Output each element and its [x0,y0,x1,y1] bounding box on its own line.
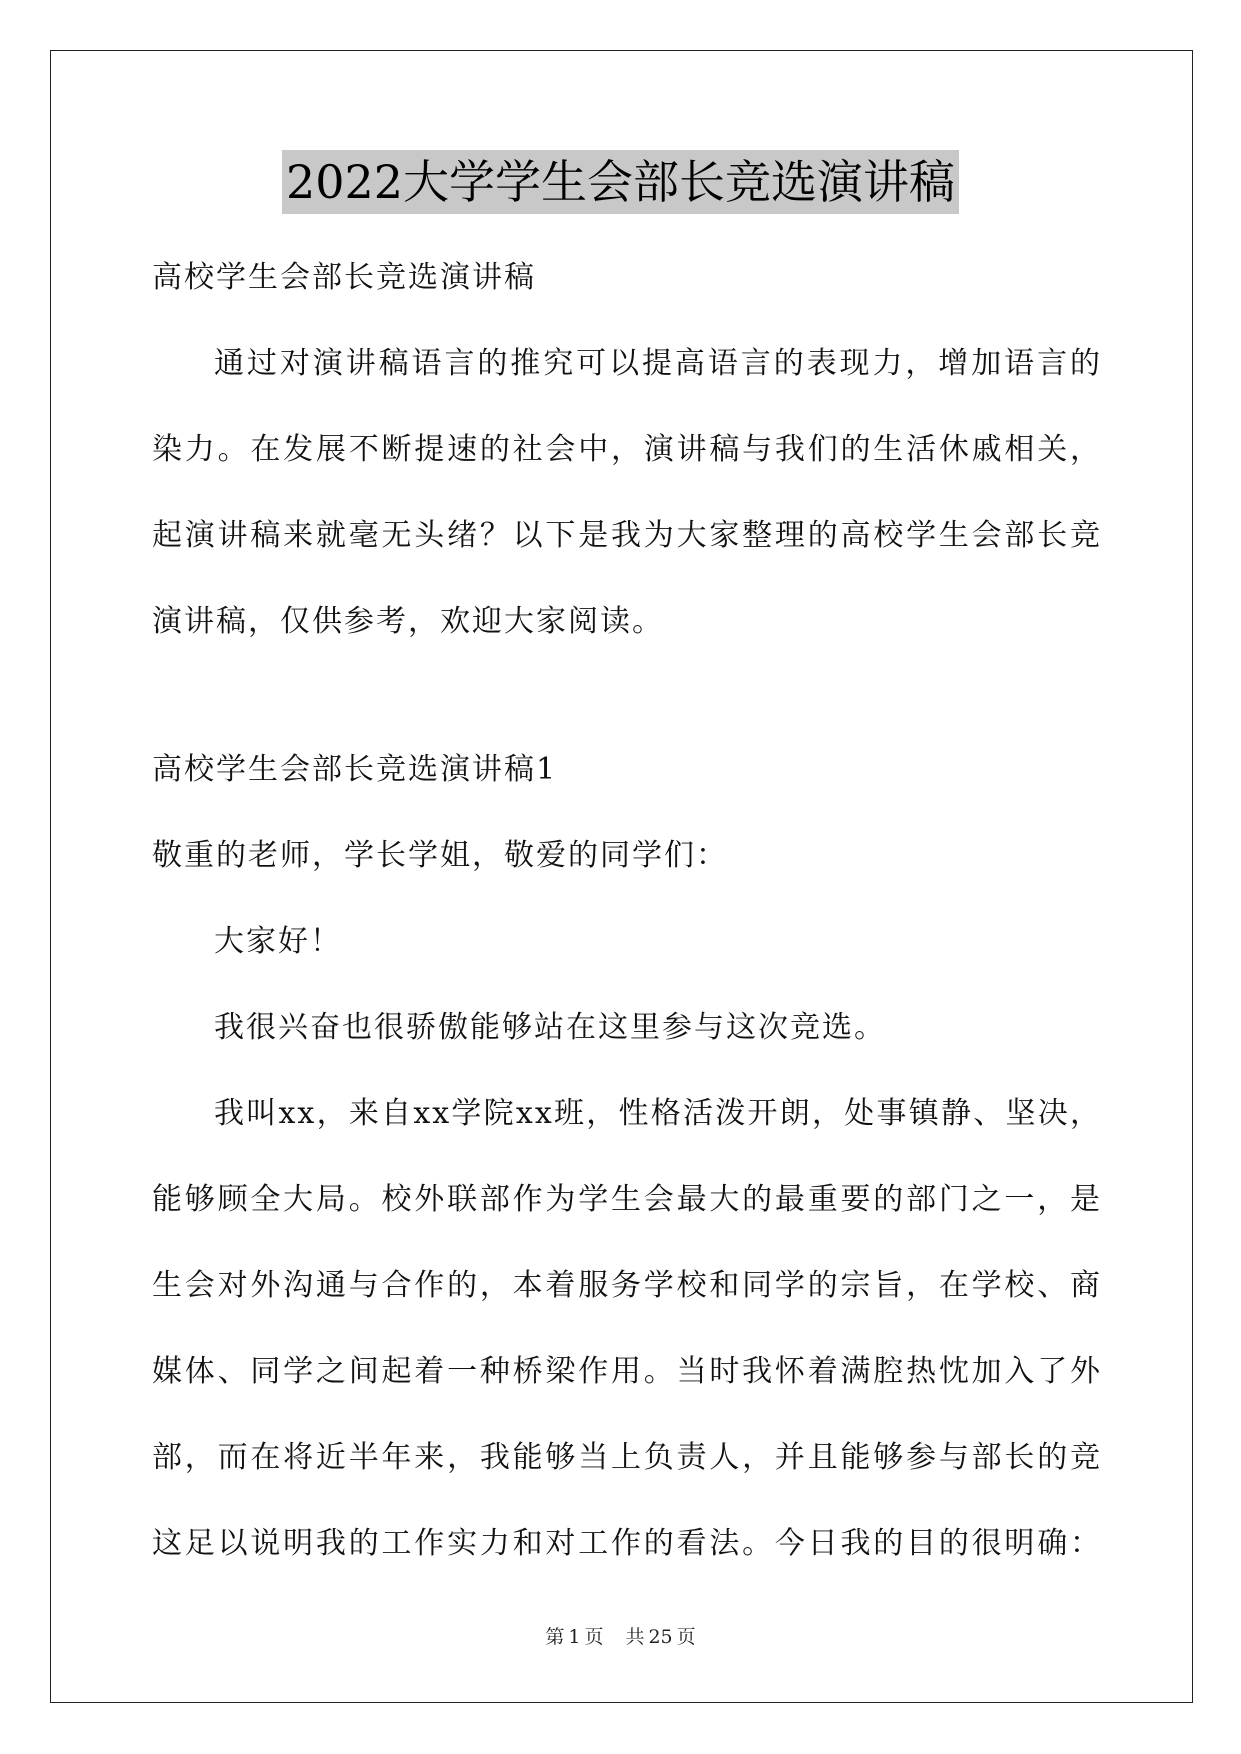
page-label-prefix: 第 [545,1626,565,1648]
total-label-suffix: 页 [676,1626,696,1648]
text-line: 敬重的老师，学长学姐，敬爱的同学们： [152,838,728,873]
text-line: 部，而在将近半年来，我能够当上负责人，并且能够参与部长的竞 [152,1440,1102,1475]
total-pages: 25 [648,1626,673,1648]
text-line: 能够顾全大局。校外联部作为学生会最大的最重要的部门之一，是 [152,1182,1102,1217]
text-line: 高校学生会部长竞选演讲稿1 [152,752,558,787]
page-footer [0,1622,1241,1649]
document-body [152,235,1102,1587]
paragraph-gap [152,665,1102,727]
title-container [0,150,1241,214]
page-label-suffix: 页 [584,1626,604,1648]
text-line: 起演讲稿来就毫无头绪？以下是我为大家整理的高校学生会部长竞 [152,518,1102,553]
text-line: 我很兴奋也很骄傲能够站在这里参与这次竞选。 [214,1010,886,1045]
text-line: 生会对外沟通与合作的，本着服务学校和同学的宗旨，在学校、商 [152,1268,1102,1303]
text-line: 通过对演讲稿语言的推究可以提高语言的表现力，增加语言的 [214,346,1102,381]
page-number: 1 [568,1626,581,1648]
text-line: 大家好！ [214,924,342,959]
text-line: 高校学生会部长竞选演讲稿 [152,260,536,295]
text-line: 演讲稿，仅供参考，欢迎大家阅读。 [152,604,664,639]
document-title: 2022大学学生会部长竞选演讲稿 [282,150,959,214]
text-line: 我叫xx，来自xx学院xx班，性格活泼开朗，处事镇静、坚决， [214,1096,1102,1131]
text-line: 媒体、同学之间起着一种桥梁作用。当时我怀着满腔热忱加入了外 [152,1354,1102,1389]
text-line: 这足以说明我的工作实力和对工作的看法。今日我的目的很明确： [152,1526,1102,1561]
text-line: 染力。在发展不断提速的社会中，演讲稿与我们的生活休戚相关， [152,432,1102,467]
total-label-prefix: 共 [625,1626,645,1648]
